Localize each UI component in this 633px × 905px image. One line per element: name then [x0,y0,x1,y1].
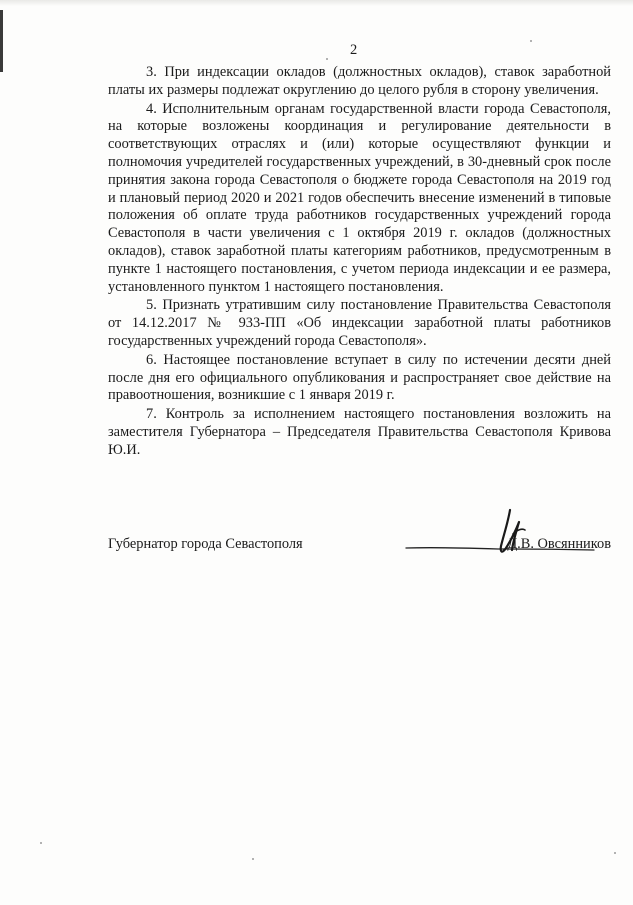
scan-speck [40,842,42,844]
paragraph-5: 5. Признать утратившим силу постановление Правительства Севастополя от 14.12.2017 № 933-ПП «Об индексации заработной платы работников государственных учреждений города Севастополя». [108,297,611,349]
paragraph-3: 3. При индексации окладов (должностных окладов), ставок заработной платы их размеры подлежат округлению до целого рубля в сторону увеличения. [108,64,611,98]
signatory-title: Губернатор города Севастополя [108,536,303,552]
scan-speck [326,58,328,60]
signatory-name: Д.В. Овсянников [507,536,611,552]
scan-edge [0,0,633,6]
scan-speck [530,40,532,42]
scan-speck [252,858,254,860]
paragraph-6: 6. Настоящее постановление вступает в силу по истечении десяти дней после дня его официального опубликования и распространяет свое действие на правоотношения, возникшие с 1 января 2019 г. [108,351,611,404]
scan-speck [614,852,616,854]
scan-binding-mark [0,10,3,72]
signature-block [108,532,611,572]
paragraph-7: 7. Контроль за исполнением настоящего постановления возложить на заместителя Губернатора – Председателя Правительства Севастополя Кривова Ю.И. [108,406,611,458]
paragraph-4: 4. Исполнительным органам государственной власти города Севастополя, на которые возложены координация и регулирование деятельности в соответствующих отраслях и (или) которые осуществляют функции и полномочия учредителей государственных учреждений, в 30-дневный срок после принятия закона города Севастополя о бюджете города Севастополя на 2019 год и плановый период 2020 и 2021 годов обеспечить внесение изменений в типовые положения об оплате труда работников государственных учреждений города Севастополя в части увеличения с 1 октября 2019 г. окладов (должностных окладов), ставок заработной платы категориям работников, предусмотренным в пункте 1 настоящего постановления, с учетом периода индексации и ее размера, установленного пунктом 1 настоящего постановления. [108,100,611,295]
page-number: 2 [350,42,358,58]
document-body [108,64,611,461]
